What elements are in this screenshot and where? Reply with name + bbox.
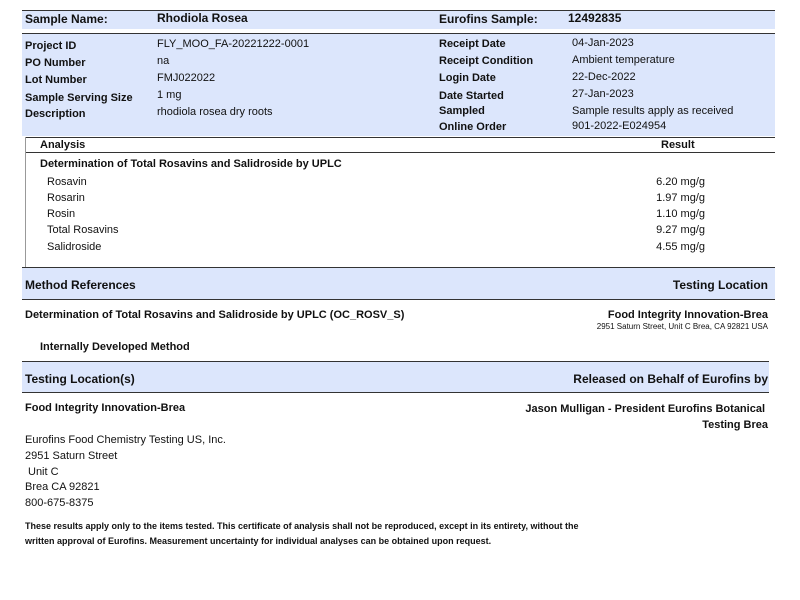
analyte-result: 1.97 mg/g: [656, 192, 705, 204]
method-location-name: Food Integrity Innovation-Brea: [607, 309, 768, 321]
date-started-value: 27-Jan-2023: [572, 88, 634, 100]
analysis-method-title: Determination of Total Rosavins and Salidroside by UPLC: [40, 158, 342, 170]
testing-location-header: Testing Location: [672, 278, 768, 292]
description-label: Description: [25, 108, 86, 120]
receipt-date-value: 04-Jan-2023: [572, 37, 634, 49]
receipt-condition-value: Ambient temperature: [572, 54, 675, 66]
testing-location-name: Food Integrity Innovation-Brea: [25, 402, 186, 414]
details-top-rule: [22, 33, 775, 34]
internally-developed-note: Internally Developed Method: [40, 341, 190, 353]
receipt-date-label: Receipt Date: [439, 38, 506, 50]
login-date-value: 22-Dec-2022: [572, 71, 636, 83]
po-number-label: PO Number: [25, 57, 86, 69]
sampled-label: Sampled: [439, 105, 485, 117]
receipt-condition-label: Receipt Condition: [439, 55, 534, 67]
released-by-line1: Jason Mulligan - President Eurofins Botanical: [525, 403, 765, 415]
analyte-name: Rosarin: [47, 192, 85, 204]
analyte-name: Total Rosavins: [47, 224, 119, 236]
sampled-value: Sample results apply as received: [572, 105, 734, 117]
online-order-value: 901-2022-E024954: [572, 120, 667, 132]
po-number-value: na: [157, 55, 170, 67]
analyte-name: Rosavin: [47, 176, 87, 188]
eurofins-sample-label: Eurofins Sample:: [439, 12, 538, 26]
online-order-label: Online Order: [439, 121, 507, 133]
serving-size-label: Sample Serving Size: [25, 92, 133, 104]
released-by-header: Released on Behalf of Eurofins by: [573, 372, 768, 386]
eurofins-sample-value: 12492835: [568, 11, 622, 25]
lot-number-value: FMJ022022: [157, 72, 216, 84]
disclaimer-line-1: These results apply only to the items tested. This certificate of analysis shall not be reproduced, except in its entirety, without the: [25, 521, 579, 531]
method-refs-bottom-rule: [22, 299, 775, 300]
analysis-header-rule: [25, 152, 775, 153]
sample-header-top-rule: [22, 10, 775, 11]
testing-locations-header: Testing Location(s): [25, 372, 135, 386]
lot-number-label: Lot Number: [25, 74, 87, 86]
serving-size-value: 1 mg: [157, 89, 182, 101]
analysis-column-header: Analysis: [40, 139, 86, 151]
testing-bottom-rule: [22, 392, 769, 393]
analyte-name: Salidroside: [47, 241, 102, 253]
address-line: 2951 Saturn Street: [25, 450, 118, 462]
analysis-left-border: [25, 137, 26, 267]
address-line: Brea CA 92821: [25, 481, 100, 493]
analyte-result: 6.20 mg/g: [656, 176, 705, 188]
result-column-header: Result: [661, 139, 695, 151]
analysis-top-rule: [25, 137, 775, 138]
method-location-address: 2951 Saturn Street, Unit C Brea, CA 92821 USA: [596, 322, 768, 331]
analyte-result: 4.55 mg/g: [656, 241, 705, 253]
sample-header-band: [22, 10, 775, 29]
analyte-name: Rosin: [47, 208, 76, 220]
project-id-label: Project ID: [25, 40, 77, 52]
sample-name-label: Sample Name:: [25, 12, 108, 26]
analyte-result: 1.10 mg/g: [656, 208, 705, 220]
method-refs-header: Method References: [25, 278, 136, 292]
date-started-label: Date Started: [439, 90, 504, 102]
released-by-line2: Testing Brea: [702, 419, 768, 431]
analyte-result: 9.27 mg/g: [656, 224, 705, 236]
method-reference-text: Determination of Total Rosavins and Salidroside by UPLC (OC_ROSV_S): [25, 309, 405, 321]
address-line: 800-675-8375: [25, 497, 94, 509]
address-line: Eurofins Food Chemistry Testing US, Inc.: [25, 434, 226, 446]
sample-name-value: Rhodiola Rosea: [157, 11, 248, 25]
description-value: rhodiola rosea dry roots: [157, 106, 273, 118]
project-id-value: FLY_MOO_FA-20221222-0001: [157, 38, 310, 50]
login-date-label: Login Date: [439, 72, 496, 84]
disclaimer-line-2: written approval of Eurofins. Measurement uncertainty for individual analyses can be obtained upon request.: [25, 536, 492, 546]
address-line: Unit C: [28, 466, 59, 478]
